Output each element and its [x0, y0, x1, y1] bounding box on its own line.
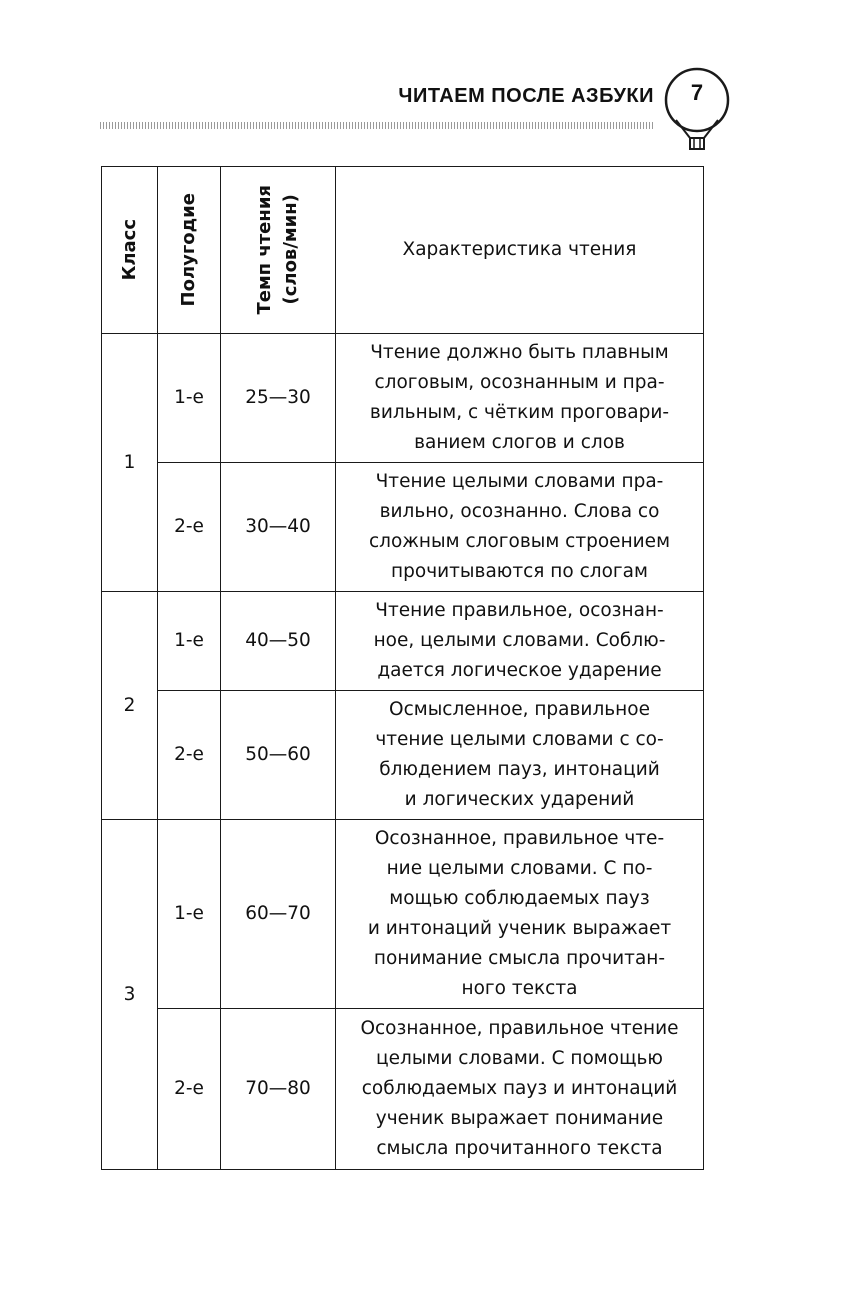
- characteristic-cell: [336, 691, 704, 820]
- text-line: соблюдаемых пауз и интонаций: [361, 1078, 678, 1099]
- text-line: ного текста: [461, 978, 578, 999]
- text-line: Чтение должно быть плавным: [370, 342, 669, 363]
- header-class: [102, 167, 158, 334]
- running-title: ЧИТАЕМ ПОСЛЕ АЗБУКИ: [398, 85, 654, 107]
- characteristic-cell: [336, 820, 704, 1009]
- text-line: и интонаций ученик выражает: [367, 918, 672, 939]
- half-year-cell: 1-е: [158, 334, 221, 463]
- text-line: ние целыми словами. С по-: [386, 858, 653, 879]
- text-line: целыми словами. С помощью: [376, 1048, 663, 1069]
- text-line: мощью соблюдаемых пауз: [389, 888, 650, 909]
- text-line: чтение целыми словами с со-: [375, 729, 664, 750]
- text-line: ученик выражает понимание: [375, 1108, 664, 1129]
- header-half-year: [158, 167, 221, 334]
- table-row: [102, 691, 704, 820]
- characteristic-cell: [336, 334, 704, 463]
- half-year-cell: 1-е: [158, 592, 221, 691]
- characteristic-cell: [336, 592, 704, 691]
- text-line: вильно, осознанно. Слова со: [379, 501, 660, 522]
- half-year-cell: 1-е: [158, 820, 221, 1009]
- text-line: слоговым, осознанным и пра-: [374, 372, 665, 393]
- header-speed: [221, 167, 336, 334]
- speed-cell: 60—70: [221, 820, 336, 1009]
- class-cell: 1: [102, 334, 158, 592]
- text-line: и логических ударений: [404, 789, 635, 810]
- class-cell: 2: [102, 592, 158, 820]
- header-class-label: Класс: [118, 219, 140, 281]
- text-line: Чтение целыми словами пра-: [375, 471, 664, 492]
- header-speed-line2: (слов/мин): [280, 194, 301, 306]
- text-line: вильным, с чётким проговари-: [369, 402, 670, 423]
- characteristic-cell: [336, 463, 704, 592]
- text-line: смысла прочитанного текста: [376, 1138, 663, 1159]
- table-row: [102, 334, 704, 463]
- speed-cell: 25—30: [221, 334, 336, 463]
- header-characteristic: Характеристика чтения: [336, 167, 704, 334]
- reading-speed-table: [101, 166, 704, 1170]
- header-speed-label: [252, 185, 304, 315]
- characteristic-cell: [336, 1009, 704, 1170]
- balloon-icon: [656, 64, 738, 156]
- table-header-row: [102, 167, 704, 334]
- class-cell: 3: [102, 820, 158, 1170]
- table-row: [102, 1009, 704, 1170]
- speed-cell: 30—40: [221, 463, 336, 592]
- running-head: [0, 0, 844, 150]
- text-line: ное, целыми словами. Соблю-: [373, 630, 666, 651]
- speed-cell: 40—50: [221, 592, 336, 691]
- text-line: Осознанное, правильное чтение: [360, 1018, 679, 1039]
- text-line: ванием слогов и слов: [414, 432, 625, 453]
- speed-cell: 70—80: [221, 1009, 336, 1170]
- header-speed-line1: Темп чтения: [254, 185, 275, 315]
- page-number: 7: [690, 80, 704, 105]
- text-line: Осмысленное, правильное: [389, 699, 650, 720]
- header-half-year-label: Полугодие: [178, 193, 199, 307]
- table-row: [102, 592, 704, 691]
- text-line: блюдением пауз, интонаций: [379, 759, 660, 780]
- text-line: сложным слоговым строением: [368, 531, 671, 552]
- table-row: [102, 820, 704, 1009]
- half-year-cell: 2-е: [158, 1009, 221, 1170]
- text-line: Чтение правильное, осознан-: [375, 600, 664, 621]
- speed-cell: 50—60: [221, 691, 336, 820]
- dotted-rule: [100, 122, 655, 129]
- half-year-cell: 2-е: [158, 691, 221, 820]
- half-year-cell: 2-е: [158, 463, 221, 592]
- table-row: [102, 463, 704, 592]
- text-line: прочитываются по слогам: [391, 561, 648, 582]
- text-line: Осознанное, правильное чте-: [374, 828, 665, 849]
- text-line: понимание смысла прочитан-: [373, 948, 666, 969]
- text-line: дается логическое ударение: [377, 660, 662, 681]
